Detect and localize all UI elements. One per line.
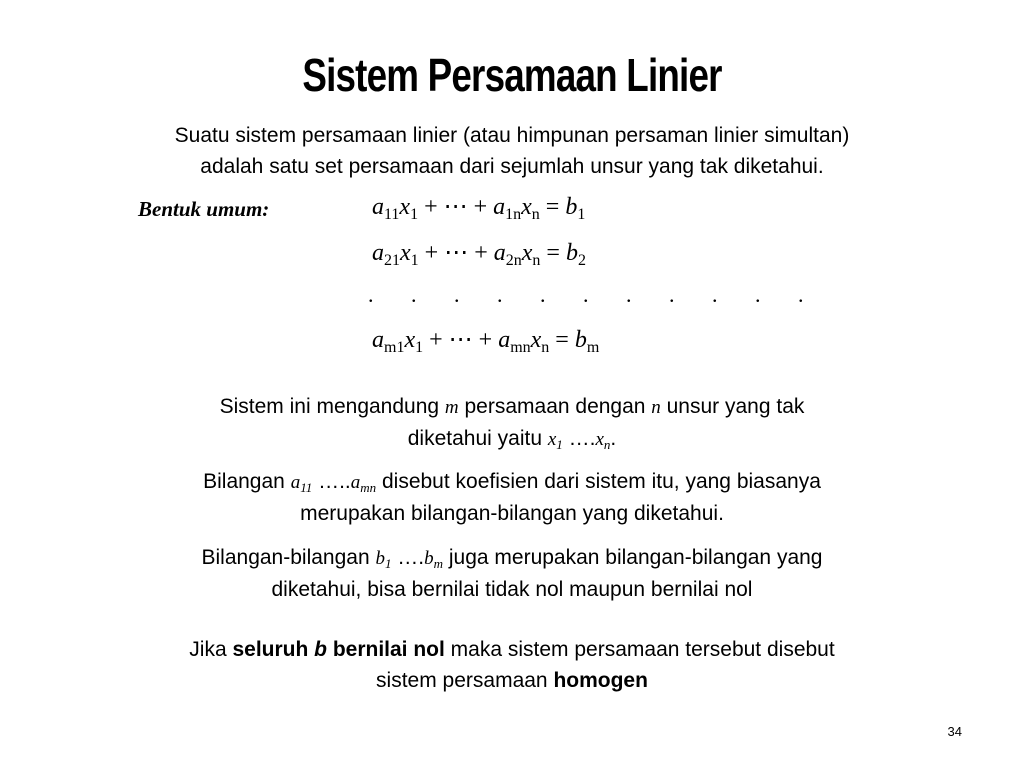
p1-line-2: diketahui yaitu $x_1$ $\dots.x_n$. [407,427,617,452]
paragraph-coefficients [0,466,1024,529]
equation-row-1: $a_{11}x_1$ + ⋯ + $a_{1n}x_n = b_1$ [372,194,586,223]
p2-line-2: merupakan bilangan-bilangan yang diketahui. [300,502,724,525]
equation-row-2: $a_{21}x_1$ + ⋯ + $a_{2n}x_n = b_2$ [372,240,586,269]
intro-line-1: Suatu sistem persamaan linier (atau himpunan persaman linier simultan) [174,124,850,147]
intro-paragraph [0,120,1024,182]
paragraph-constants [0,542,1024,605]
ellipsis-dots-row: . . . . . . . . . . . [368,282,820,307]
intro-line-2: adalah satu set persamaan dari sejumlah unsur yang tak diketahui. [200,155,824,178]
slide-title: Sistem Persamaan Linier [302,49,722,101]
p3-line-2: diketahui, bisa bernilai tidak nol maupun bernilai nol [271,578,753,601]
p1-line-1: Sistem ini mengandung m persamaan dengan n unsur yang tak [219,395,805,418]
page-number: 34 [947,724,962,739]
paragraph-homogeneous [0,634,1024,696]
p4-line-2: sistem persamaan homogen [376,669,648,692]
p3-line-1: Bilangan-bilangan $b_1$ $\dots.b_m$ juga merupakan bilangan-bilangan yang [201,546,823,571]
p2-line-1: Bilangan $a_{11}$ $\dots..a_{mn}$ disebut koefisien dari sistem itu, yang biasanya [203,470,821,495]
p4-line-1: Jika seluruh b bernilai nol maka sistem persamaan tersebut disebut [189,638,835,661]
equation-row-m: $a_{m1}x_1$ + ⋯ + $a_{mn}x_n = b_m$ [372,327,600,356]
paragraph-system-description [0,391,1024,455]
general-form-label: Bentuk umum: [138,197,270,221]
